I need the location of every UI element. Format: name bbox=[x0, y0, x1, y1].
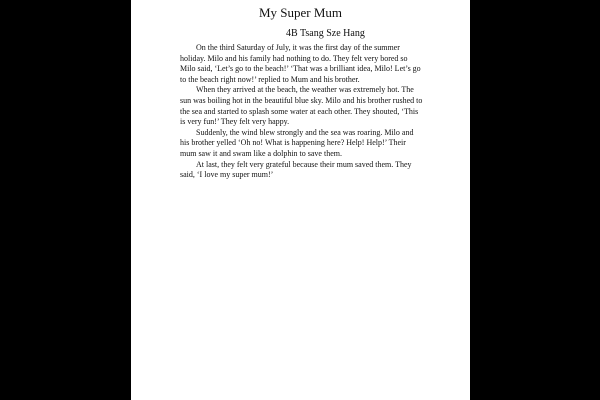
text-line: sun was boiling hot in the beautiful blue sky. Milo and his brother rushed to bbox=[180, 95, 423, 105]
document-page bbox=[131, 0, 470, 400]
document-title: My Super Mum bbox=[258, 5, 343, 20]
text-line: mum saw it and swam like a dolphin to save them. bbox=[180, 148, 342, 158]
text-line: Suddenly, the wind blew strongly and the sea was roaring. Milo and bbox=[196, 127, 414, 137]
text-line: On the third Saturday of July, it was the first day of the summer bbox=[196, 43, 400, 52]
text-line: said, ‘I love my super mum!’ bbox=[180, 170, 274, 180]
paragraph-1 bbox=[180, 43, 426, 85]
text-line: his brother yelled ‘Oh no! What is happening here? Help! Help!’ Their bbox=[180, 138, 406, 148]
text-line: At last, they felt very grateful because their mum saved them. They bbox=[196, 159, 412, 169]
text-line: Milo said, ‘Let’s go to the beach!’ ‘That was a brilliant idea, Milo! Let’s go bbox=[180, 64, 421, 74]
text-line: is very fun!’ They felt very happy. bbox=[180, 117, 290, 127]
text-line: holiday. Milo and his family had nothing to do. They felt very bored so bbox=[180, 53, 408, 63]
story-body bbox=[180, 43, 426, 181]
text-line: to the beach right now!’ replied to Mum and his brother. bbox=[180, 74, 360, 84]
paragraph-3 bbox=[180, 128, 426, 160]
paragraph-2 bbox=[180, 85, 426, 127]
author-line: 4B Tsang Sze Hang bbox=[286, 28, 365, 39]
text-line: When they arrived at the beach, the weather was extremely hot. The bbox=[196, 85, 414, 95]
paragraph-4 bbox=[180, 160, 426, 181]
text-line: the sea and started to splash some water at each other. They shouted, ‘This bbox=[180, 106, 419, 116]
